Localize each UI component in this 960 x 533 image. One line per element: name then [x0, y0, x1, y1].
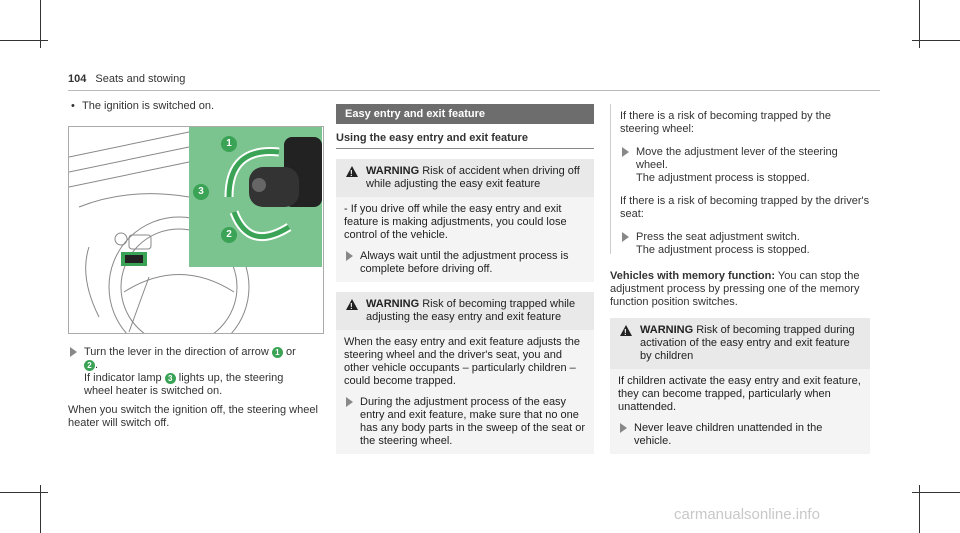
step-text: Turn the lever in the direction of arrow	[84, 346, 272, 358]
warning-text: If children activate the easy entry and exit feature, they can become trapped, particularly when unattended.	[618, 375, 861, 413]
instruction-step	[68, 346, 324, 398]
warning-headline: Risk of becoming trapped while adjusting the easy entry and exit feature	[366, 298, 576, 323]
middle-column	[336, 104, 594, 454]
warning-box	[336, 292, 594, 454]
step-arrow-icon	[620, 423, 627, 433]
warning-step	[618, 422, 862, 448]
step-arrow-icon	[70, 347, 77, 357]
step-text: lights up, the steering	[175, 372, 284, 384]
right-column	[620, 110, 870, 257]
warning-title: WARNING	[366, 298, 420, 310]
crop-mark	[0, 492, 48, 493]
left-step	[68, 346, 324, 430]
bullet-item: • The ignition is switched on.	[68, 100, 324, 113]
callout-1: 1	[221, 136, 237, 152]
step-result: The adjustment process is stopped.	[636, 172, 810, 184]
warning-headline: Risk of accident when driving off while adjusting the easy exit feature	[366, 165, 580, 190]
crop-mark	[912, 40, 960, 41]
callout-2: 2	[221, 227, 237, 243]
step-text: If indicator lamp	[84, 372, 165, 384]
step-arrow-icon	[622, 147, 629, 157]
lever-inset	[189, 127, 322, 267]
paragraph: If there is a risk of becoming trapped by the driver's seat:	[620, 195, 870, 220]
warning-text: - If you drive off while the easy entry and exit feature is making adjustments, you could lose control of the vehicle.	[344, 203, 567, 241]
warning-icon	[346, 299, 358, 310]
warning-body	[610, 369, 870, 454]
lamp-ref-3: 3	[165, 373, 176, 384]
subheading: Using the easy entry and exit feature	[336, 132, 594, 149]
warning-header	[610, 318, 870, 369]
lever-detail	[189, 127, 322, 267]
warning-step	[344, 250, 586, 276]
instruction-step	[620, 146, 870, 185]
step-text: During the adjustment process of the easy entry and exit feature, make sure that no one has any body parts in the sweep of the seat or the steering wheel.	[360, 396, 586, 447]
step-text: Never leave children unattended in the vehicle.	[634, 422, 823, 447]
warning-body	[336, 197, 594, 282]
warning-headline: Risk of becoming trapped during activation of the easy entry and exit feature by children	[640, 324, 855, 362]
column-divider	[610, 104, 611, 254]
steering-figure	[68, 126, 324, 334]
right-warning	[610, 318, 870, 454]
step-text: or	[282, 346, 296, 358]
step-text: Move the adjustment lever of the steering wheel.	[636, 146, 838, 171]
warning-step	[344, 396, 586, 448]
warning-title: WARNING	[640, 324, 694, 336]
watermark: carmanualsonline.info	[674, 506, 820, 523]
step-text: wheel heater is switched on.	[84, 385, 223, 397]
arrow-ref-1: 1	[272, 347, 283, 358]
paragraph: When you switch the ignition off, the steering wheel heater will switch off.	[68, 404, 318, 429]
left-column	[68, 100, 324, 113]
step-arrow-icon	[346, 251, 353, 261]
warning-box	[610, 318, 870, 454]
step-text: Always wait until the adjustment process is complete before driving off.	[360, 250, 569, 275]
warning-body	[336, 330, 594, 454]
callout-3: 3	[193, 184, 209, 200]
warning-icon	[346, 166, 358, 177]
arrow-ref-2: 2	[84, 360, 95, 371]
paragraph: If there is a risk of becoming trapped by the steering wheel:	[620, 110, 831, 135]
step-text: Press the seat adjustment switch.	[636, 231, 800, 243]
crop-mark	[0, 40, 48, 41]
section-name: Seats and stowing	[95, 73, 186, 85]
warning-icon	[620, 325, 632, 336]
header-rule	[68, 90, 880, 91]
warning-header	[336, 159, 594, 197]
memory-text: You can stop the adjustment process by pressing one of the memory function position switches.	[610, 270, 860, 308]
crop-mark	[912, 492, 960, 493]
warning-text: When the easy entry and exit feature adjusts the steering wheel and the driver's seat, you and other vehicle occupants – particularly children – could become trapped.	[344, 336, 581, 387]
warning-header	[336, 292, 594, 330]
warning-box	[336, 159, 594, 282]
page-number: 104	[68, 73, 87, 85]
step-result: The adjustment process is stopped.	[636, 244, 810, 256]
step-text: .	[95, 359, 99, 371]
step-arrow-icon	[346, 397, 353, 407]
page-header	[68, 73, 185, 85]
memory-paragraph	[610, 270, 870, 309]
step-arrow-icon	[622, 232, 629, 242]
warning-title: WARNING	[366, 165, 420, 177]
memory-label: Vehicles with memory function:	[610, 270, 776, 282]
section-title: Easy entry and exit feature	[336, 104, 594, 124]
instruction-step	[620, 231, 870, 257]
